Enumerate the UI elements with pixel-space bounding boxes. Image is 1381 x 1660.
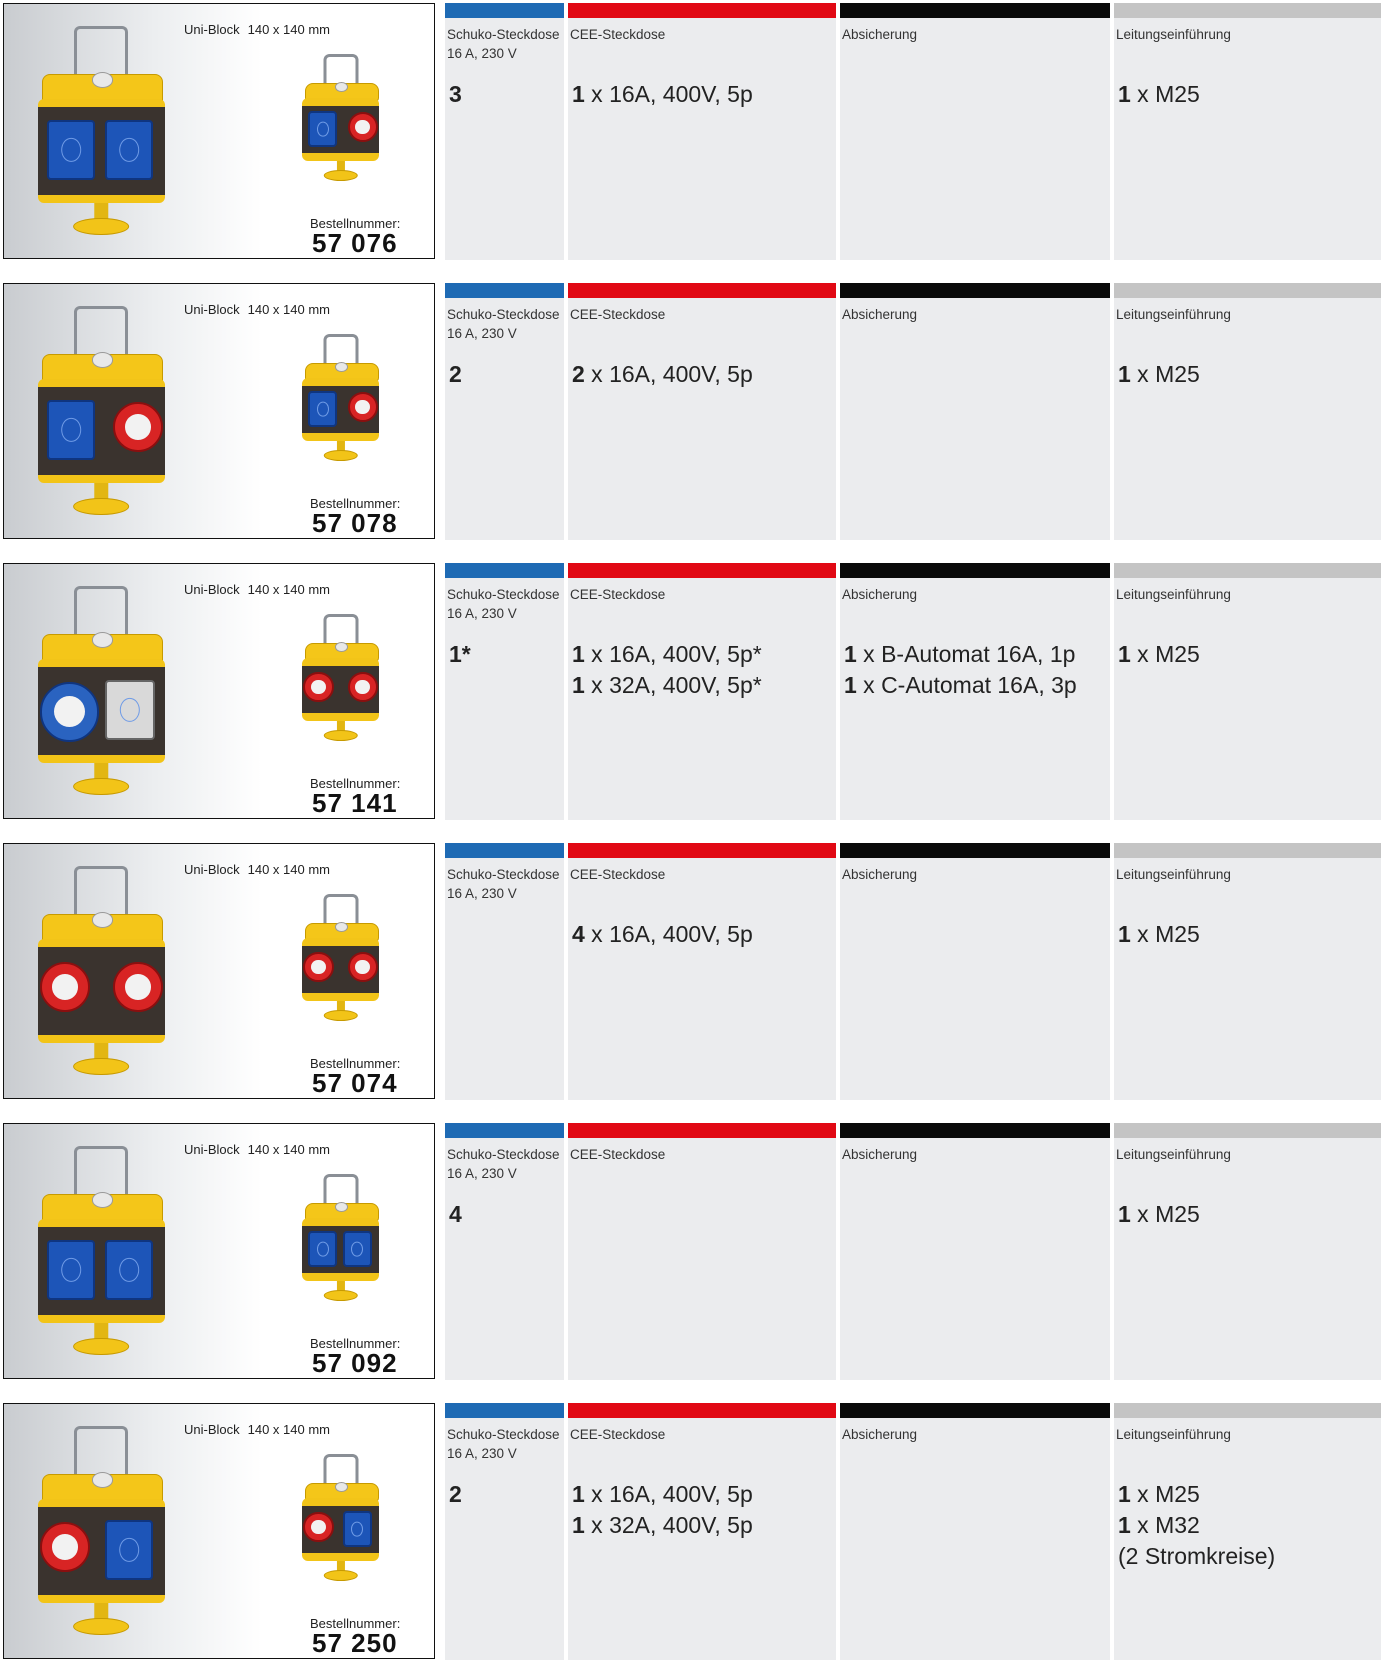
column-leitung [1114,843,1381,1100]
spec-quantity: 1 [1118,81,1131,107]
column-header [447,305,560,343]
product-image-panel [3,563,435,819]
column-color-bar [840,1403,1110,1418]
spec-text: x M25 [1130,641,1200,667]
column-header: Leitungseinführung [1116,1427,1231,1442]
cee-socket-icon [113,402,163,452]
column-header [447,1425,560,1463]
spec-text: x 16A, 400V, 5p* [584,641,762,667]
schuko-socket-icon [47,1240,95,1300]
column-schuko [445,1403,564,1660]
column-value [572,1479,753,1541]
column-cee [568,283,836,540]
block-name: Uni-Block [184,1142,240,1157]
cee-socket-icon [303,1512,333,1542]
column-color-bar [840,3,1110,18]
cee-socket-icon [113,962,163,1012]
schuko-socket-icon [308,1231,337,1267]
column-schuko [445,283,564,540]
cable-gland-icon [92,1192,113,1207]
schuko-title: Schuko-Steckdose [447,587,560,602]
schuko-rating: 16 A, 230 V [447,1446,517,1461]
column-header: Leitungseinführung [1116,587,1231,602]
spec-quantity: 1 [572,1512,585,1538]
order-number: 57 078 [312,508,398,538]
column-value [572,359,753,390]
spec-note: (2 Stromkreise) [1118,1543,1276,1569]
cable-gland-icon [92,352,113,367]
block-name: Uni-Block [184,862,240,877]
column-value [1118,359,1200,390]
column-leitung [1114,563,1381,820]
cable-gland-icon [92,632,113,647]
column-header [447,25,560,63]
column-color-bar [840,283,1110,298]
column-color-bar [568,3,836,18]
column-color-bar [568,843,836,858]
schuko-count: 1* [449,641,471,667]
schuko-title: Schuko-Steckdose [447,307,560,322]
column-header: Absicherung [842,307,918,322]
column-value [1118,1199,1200,1230]
spec-line [572,359,753,390]
product-image-panel [3,283,435,539]
spec-line [572,1479,753,1510]
column-value [572,79,753,110]
rubber-foot [323,1010,357,1021]
column-color-bar [1114,1123,1381,1138]
column-leitung [1114,283,1381,540]
column-header [447,865,560,903]
column-header: CEE-Steckdose [570,27,666,42]
rubber-foot [323,170,357,181]
schuko-count: 3 [449,81,462,107]
spec-quantity: 1 [1118,641,1131,667]
column-value [1118,639,1200,670]
distributor-large-image [34,586,168,807]
rubber-foot [73,778,129,795]
column-absicherung [840,1403,1110,1660]
spec-line [572,670,762,701]
spec-line [1118,1510,1275,1541]
column-absicherung [840,563,1110,820]
column-header [447,1145,560,1183]
column-value [572,639,762,701]
rubber-foot [73,1338,129,1355]
distributor-large-image [34,26,168,247]
order-number-label: Bestellnummer: [310,776,401,791]
column-absicherung [840,1123,1110,1380]
column-header [447,585,560,623]
spec-text: x B-Automat 16A, 1p [856,641,1076,667]
distributor-small-image [300,334,381,467]
schuko-socket-icon [105,1520,153,1580]
column-schuko [445,563,564,820]
column-absicherung [840,283,1110,540]
spec-line [1118,639,1200,670]
spec-line [844,670,1077,701]
column-header: CEE-Steckdose [570,1427,666,1442]
column-value [844,639,1077,701]
block-size: 140 x 140 mm [247,582,330,597]
column-cee [568,563,836,820]
product-dimensions [184,1142,330,1157]
product-row [0,560,1381,820]
column-cee [568,3,836,260]
column-color-bar [568,1123,836,1138]
rubber-foot [73,1058,129,1075]
schuko-socket-icon [308,111,337,147]
spec-line [572,919,753,950]
spec-text: x M32 [1130,1512,1200,1538]
column-leitung [1114,3,1381,260]
schuko-socket-icon [105,120,153,180]
rubber-foot [73,218,129,235]
column-color-bar [445,283,564,298]
spec-quantity: 1 [572,672,585,698]
spec-line [572,639,762,670]
spec-quantity: 1 [1118,1201,1131,1227]
column-color-bar [1114,563,1381,578]
product-dimensions [184,582,330,597]
column-header: Leitungseinführung [1116,867,1231,882]
block-name: Uni-Block [184,22,240,37]
schuko-socket-icon [47,120,95,180]
spec-quantity: 1 [1118,921,1131,947]
cee-socket-icon [303,952,333,982]
product-image-panel [3,843,435,1099]
distributor-small-image [300,614,381,747]
spec-quantity: 1 [1118,361,1131,387]
cee-socket-icon [303,672,333,702]
spec-line [1118,359,1200,390]
spec-line [1118,1479,1275,1510]
distributor-small-image [300,1454,381,1587]
column-header: CEE-Steckdose [570,1147,666,1162]
column-absicherung [840,3,1110,260]
rubber-foot [73,498,129,515]
rubber-foot [323,450,357,461]
product-image-panel [3,1123,435,1379]
block-name: Uni-Block [184,582,240,597]
distributor-large-image [34,306,168,527]
cee-socket-icon [348,392,378,422]
spec-quantity: 1 [844,641,857,667]
column-schuko [445,843,564,1100]
column-color-bar [445,1123,564,1138]
product-row [0,1120,1381,1380]
schuko-socket-icon [308,391,337,427]
product-dimensions [184,22,330,37]
column-color-bar [840,1123,1110,1138]
column-color-bar [445,1403,564,1418]
column-schuko [445,3,564,260]
column-value [449,639,471,670]
column-header: Absicherung [842,1147,918,1162]
schuko-title: Schuko-Steckdose [447,27,560,42]
order-number-label: Bestellnummer: [310,1336,401,1351]
spec-text: x 16A, 400V, 5p [584,921,753,947]
product-row [0,1400,1381,1660]
spec-line [572,1510,753,1541]
spec-line [1118,1199,1200,1230]
schuko-count: 2 [449,361,462,387]
cee-socket-icon [40,1522,90,1572]
column-leitung [1114,1123,1381,1380]
column-header: Leitungseinführung [1116,27,1231,42]
cable-gland-icon [92,912,113,927]
column-leitung [1114,1403,1381,1660]
spec-quantity: 1 [572,641,585,667]
order-number-label: Bestellnummer: [310,1616,401,1631]
column-cee [568,843,836,1100]
schuko-rating: 16 A, 230 V [447,46,517,61]
column-color-bar [445,563,564,578]
product-dimensions [184,862,330,877]
column-absicherung [840,843,1110,1100]
spec-text: x M25 [1130,81,1200,107]
order-number: 57 250 [312,1628,398,1658]
spec-text: x M25 [1130,1481,1200,1507]
column-color-bar [840,563,1110,578]
block-size: 140 x 140 mm [247,1142,330,1157]
column-header: CEE-Steckdose [570,867,666,882]
column-value [449,1479,462,1510]
order-number-label: Bestellnummer: [310,216,401,231]
rubber-foot [323,730,357,741]
schuko-title: Schuko-Steckdose [447,1427,560,1442]
column-color-bar [1114,1403,1381,1418]
spec-quantity: 1 [572,81,585,107]
breaker-panel-icon [105,680,155,740]
cee-socket-icon [40,962,90,1012]
column-color-bar [445,843,564,858]
column-header: Absicherung [842,587,918,602]
schuko-rating: 16 A, 230 V [447,606,517,621]
column-color-bar [1114,843,1381,858]
block-name: Uni-Block [184,1422,240,1437]
column-value [572,919,753,950]
product-dimensions [184,302,330,317]
product-image-panel [3,3,435,259]
block-size: 140 x 140 mm [247,862,330,877]
column-header: Leitungseinführung [1116,307,1231,322]
column-value [449,79,462,110]
product-image-panel [3,1403,435,1659]
block-size: 140 x 140 mm [247,22,330,37]
column-color-bar [840,843,1110,858]
schuko-rating: 16 A, 230 V [447,326,517,341]
spec-quantity: 1 [1118,1481,1131,1507]
rubber-foot [73,1618,129,1635]
column-value [1118,1479,1275,1572]
product-row [0,280,1381,540]
spec-text: x 16A, 400V, 5p [584,1481,753,1507]
column-color-bar [568,1403,836,1418]
column-header: Leitungseinführung [1116,1147,1231,1162]
spec-text: x 32A, 400V, 5p* [584,672,762,698]
schuko-socket-icon [47,400,95,460]
order-number-label: Bestellnummer: [310,496,401,511]
product-row [0,840,1381,1100]
block-size: 140 x 140 mm [247,1422,330,1437]
column-header: Absicherung [842,1427,918,1442]
spec-text: x M25 [1130,1201,1200,1227]
distributor-large-image [34,1426,168,1647]
order-number: 57 141 [312,788,398,818]
spec-text: x M25 [1130,361,1200,387]
column-header: CEE-Steckdose [570,587,666,602]
schuko-count: 2 [449,1481,462,1507]
order-number-label: Bestellnummer: [310,1056,401,1071]
rubber-foot [323,1570,357,1581]
spec-quantity: 1 [1118,1512,1131,1538]
column-header: CEE-Steckdose [570,307,666,322]
cable-gland-icon [92,72,113,87]
column-value [1118,79,1200,110]
column-cee [568,1403,836,1660]
column-value [1118,919,1200,950]
spec-line [572,79,753,110]
column-header: Absicherung [842,867,918,882]
column-cee [568,1123,836,1380]
column-color-bar [445,3,564,18]
column-color-bar [568,563,836,578]
block-name: Uni-Block [184,302,240,317]
schuko-title: Schuko-Steckdose [447,1147,560,1162]
schuko-socket-icon [343,1511,372,1547]
order-number: 57 076 [312,228,398,258]
spec-line [1118,79,1200,110]
schuko-title: Schuko-Steckdose [447,867,560,882]
schuko-count: 4 [449,1201,462,1227]
spec-quantity: 4 [572,921,585,947]
order-number: 57 074 [312,1068,398,1098]
cable-gland-icon [92,1472,113,1487]
distributor-small-image [300,894,381,1027]
cee-socket-icon [348,672,378,702]
distributor-small-image [300,54,381,187]
column-schuko [445,1123,564,1380]
column-color-bar [1114,3,1381,18]
column-header: Absicherung [842,27,918,42]
schuko-socket-icon [343,1231,372,1267]
column-color-bar [568,283,836,298]
column-color-bar [1114,283,1381,298]
product-row [0,0,1381,260]
distributor-large-image [34,866,168,1087]
cee-socket-icon [348,112,378,142]
cee-socket-icon [348,952,378,982]
spec-text: x 16A, 400V, 5p [584,81,753,107]
column-value [449,1199,462,1230]
spec-quantity: 1 [844,672,857,698]
distributor-small-image [300,1174,381,1307]
spec-text: x M25 [1130,921,1200,947]
schuko-socket-icon [105,1240,153,1300]
order-number: 57 092 [312,1348,398,1378]
spec-quantity: 1 [572,1481,585,1507]
spec-quantity: 2 [572,361,585,387]
spec-text: x 16A, 400V, 5p [584,361,753,387]
product-dimensions [184,1422,330,1437]
rubber-foot [323,1290,357,1301]
cee-socket-32a-icon [40,682,100,742]
spec-line [1118,919,1200,950]
schuko-rating: 16 A, 230 V [447,1166,517,1181]
distributor-large-image [34,1146,168,1367]
schuko-rating: 16 A, 230 V [447,886,517,901]
spec-text: x 32A, 400V, 5p [584,1512,753,1538]
column-value [449,359,462,390]
block-size: 140 x 140 mm [247,302,330,317]
spec-text: x C-Automat 16A, 3p [856,672,1077,698]
spec-line [844,639,1077,670]
